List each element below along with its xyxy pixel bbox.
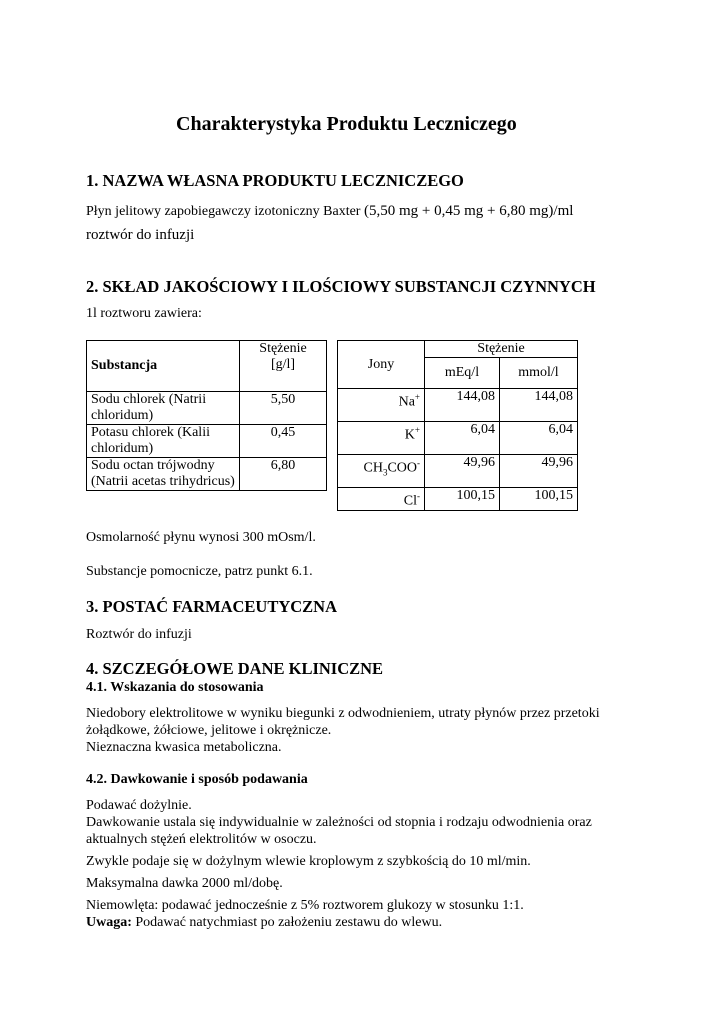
- dosage-line: Zwykle podaje się w dożylnym wlewie kroplowym z szybkością do 10 ml/min.: [86, 854, 531, 869]
- product-name: Płyn jelitowy zapobiegawczy izotoniczny Baxter: [86, 204, 364, 219]
- table-row: [338, 488, 578, 511]
- ion-cell: [338, 455, 425, 488]
- warning-label: Uwaga:: [86, 915, 132, 930]
- table-row: [87, 425, 327, 458]
- ion-cell: [338, 389, 425, 422]
- pharmaceutical-form: Roztwór do infuzji: [86, 627, 192, 642]
- meq-cell: 144,08: [425, 389, 500, 422]
- ion-charge: +: [414, 425, 420, 435]
- composition-intro: 1l roztworu zawiera:: [86, 306, 202, 321]
- subsection-4-2-heading: 4.2. Dawkowanie i sposób podawania: [86, 772, 308, 787]
- ion-symbol: K: [404, 427, 415, 443]
- ion-charge: -: [417, 458, 420, 468]
- ion-cell: [338, 488, 425, 511]
- conc-cell: 0,45: [240, 425, 327, 458]
- ion-symbol: CH: [363, 460, 383, 476]
- ion-symbol: Na: [398, 394, 415, 410]
- table-header-row: [87, 341, 327, 392]
- substance-cell: [87, 425, 240, 458]
- product-strength: (5,50 mg + 0,45 mg + 6,80 mg)/ml: [363, 203, 574, 219]
- dosage-line: Maksymalna dawka 2000 ml/dobę.: [86, 876, 283, 891]
- conc-cell: 6,80: [240, 458, 327, 491]
- warning-line: [86, 914, 442, 931]
- indication-line: Nieznaczna kwasica metaboliczna.: [86, 740, 282, 755]
- section-1-heading: 1. NAZWA WŁASNA PRODUKTU LECZNICZEGO: [86, 171, 464, 190]
- table-row: [338, 422, 578, 455]
- table-header-row: [338, 341, 578, 358]
- dosage-line: aktualnych stężeń elektrolitów w osoczu.: [86, 832, 317, 847]
- warning-text: Podawać natychmiast po założeniu zestawu do wlewu.: [131, 915, 443, 930]
- ion-symbol-rest: COO: [387, 460, 417, 476]
- ion-table: [337, 340, 578, 511]
- meq-cell: 100,15: [425, 488, 500, 511]
- ion-cell: [338, 422, 425, 455]
- ion-charge: -: [417, 491, 420, 501]
- col-meq-header: mEq/l: [425, 358, 500, 389]
- excipients-text: Substancje pomocnicze, patrz punkt 6.1.: [86, 564, 313, 579]
- conc-cell: 5,50: [240, 392, 327, 425]
- mmol-cell: 144,08: [499, 389, 577, 422]
- conc-header-line2: [g/l]: [270, 357, 296, 372]
- indication-line: Niedobory elektrolitowe w wyniku biegunki z odwodnieniem, utraty płynów przez przetoki: [86, 706, 600, 721]
- col-substance-header: Substancja: [87, 341, 240, 392]
- substance-latin: chloridum): [91, 408, 154, 423]
- col-mmol-header: mmol/l: [499, 358, 577, 389]
- substance-name: Potasu chlorek (Kalii: [91, 425, 210, 440]
- ion-charge: +: [414, 392, 420, 402]
- substance-cell: [87, 392, 240, 425]
- substance-table: [86, 340, 327, 491]
- col-ion-header: Jony: [338, 341, 425, 389]
- section-4-heading: 4. SZCZEGÓŁOWE DANE KLINICZNE: [86, 659, 384, 678]
- subsection-4-1-heading: 4.1. Wskazania do stosowania: [86, 680, 264, 695]
- indication-line: żołądkowe, żółciowe, jelitowe i okrężnicze.: [86, 723, 332, 738]
- table-row: [338, 389, 578, 422]
- col-conc-header: Stężenie: [425, 341, 578, 358]
- meq-cell: 6,04: [425, 422, 500, 455]
- substance-name: Sodu octan trójwodny: [91, 458, 215, 473]
- dosage-line: Niemowlęta: podawać jednocześnie z 5% roztworem glukozy w stosunku 1:1.: [86, 898, 524, 913]
- dosage-line: Podawać dożylnie.: [86, 798, 192, 813]
- ion-subscript: 3: [382, 467, 388, 478]
- mmol-cell: 100,15: [499, 488, 577, 511]
- ion-symbol: Cl: [403, 493, 417, 509]
- substance-name: Sodu chlorek (Natrii: [91, 392, 207, 407]
- substance-cell: [87, 458, 240, 491]
- dosage-line: Dawkowanie ustala się indywidualnie w zależności od stopnia i rodzaju odwodnienia oraz: [86, 815, 592, 830]
- meq-cell: 49,96: [425, 455, 500, 488]
- product-form: roztwór do infuzji: [86, 227, 195, 243]
- document-title: Charakterystyka Produktu Leczniczego: [176, 113, 517, 135]
- section-3-heading: 3. POSTAĆ FARMACEUTYCZNA: [86, 597, 338, 616]
- osmolarity-text: Osmolarność płynu wynosi 300 mOsm/l.: [86, 530, 316, 545]
- table-row: [338, 455, 578, 488]
- mmol-cell: 49,96: [499, 455, 577, 488]
- substance-latin: (Natrii acetas trihydricus): [91, 474, 235, 489]
- substance-latin: chloridum): [91, 441, 154, 456]
- conc-header-line1: Stężenie: [259, 341, 307, 356]
- table-row: [87, 392, 327, 425]
- mmol-cell: 6,04: [499, 422, 577, 455]
- product-name-line: [86, 203, 573, 220]
- col-conc-header: [240, 341, 327, 392]
- table-row: [87, 458, 327, 491]
- section-2-heading: 2. SKŁAD JAKOŚCIOWY I ILOŚCIOWY SUBSTANCJI CZYNNYCH: [86, 277, 596, 296]
